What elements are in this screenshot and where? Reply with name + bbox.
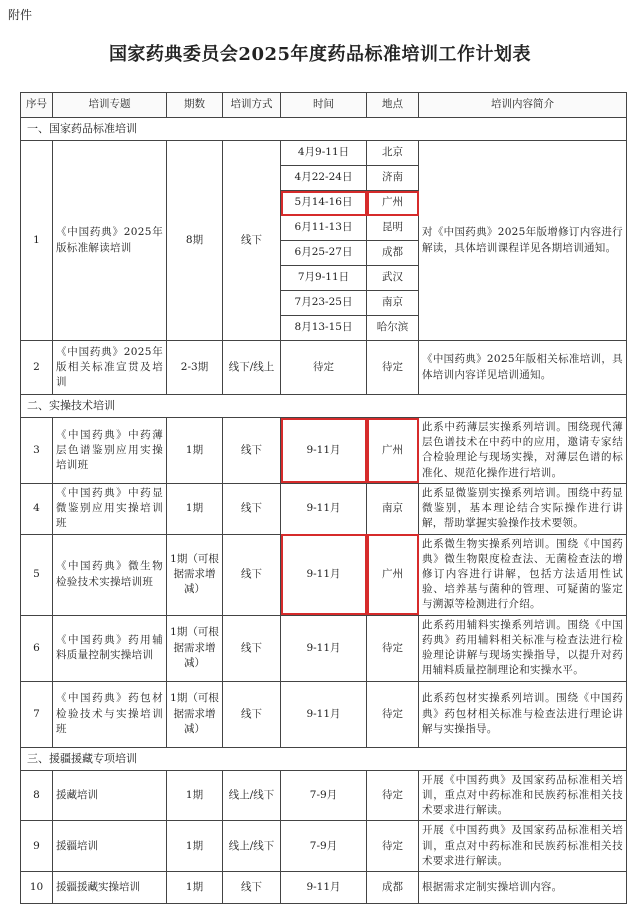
row-time: 待定 <box>281 341 367 395</box>
training-plan-table <box>20 92 627 904</box>
col-header-mode: 培训方式 <box>223 93 281 118</box>
session-place: 哈尔滨 <box>367 316 419 341</box>
table-row <box>21 821 627 872</box>
table-row <box>21 341 627 395</box>
section-row <box>21 395 627 418</box>
row-place: 待定 <box>367 615 419 681</box>
row-desc: 此系微生物实操系列培训。围绕《中国药典》微生物限度检查法、无菌检查法的增修订内容进行讲解，包括方法适用性试验、培养基与菌种的管理、可疑菌的鉴定与溯源等检测进行介绍。 <box>419 534 627 615</box>
row-place: 成都 <box>367 871 419 903</box>
row-time: 9-11月 <box>281 615 367 681</box>
row-no: 3 <box>21 418 53 484</box>
session-place: 成都 <box>367 241 419 266</box>
col-header-desc: 培训内容简介 <box>419 93 627 118</box>
row-periods: 1期 <box>167 871 223 903</box>
row-periods: 8期 <box>167 141 223 341</box>
section-title: 二、实操技术培训 <box>21 395 627 418</box>
session-place: 武汉 <box>367 266 419 291</box>
row-periods: 1期（可根据需求增减） <box>167 681 223 747</box>
row-no: 7 <box>21 681 53 747</box>
row-desc: 根据需求定制实操培训内容。 <box>419 871 627 903</box>
row-mode: 线下 <box>223 681 281 747</box>
row-topic: 《中国药典》中药显微鉴别应用实操培训班 <box>53 483 167 534</box>
row-desc: 此系中药薄层实操系列培训。围绕现代薄层色谱技术在中药中的应用，邀请专家结合检验理论与现场实操，对薄层色谱的标准化、规范化操作进行培训。 <box>419 418 627 484</box>
col-header-no: 序号 <box>21 93 53 118</box>
row-mode: 线下 <box>223 615 281 681</box>
row-mode: 线下 <box>223 871 281 903</box>
session-place: 北京 <box>367 141 419 166</box>
session-time: 5月14-16日 <box>281 191 367 216</box>
row-periods: 1期 <box>167 821 223 872</box>
row-desc: 此系药用辅料实操系列培训。围绕《中国药典》药用辅料相关标准与检查法进行检验理论讲解与现场实操指导，以提升对药用辅料质量控制理论和实操水平。 <box>419 615 627 681</box>
session-place: 昆明 <box>367 216 419 241</box>
row-no: 5 <box>21 534 53 615</box>
row-mode: 线下/线上 <box>223 341 281 395</box>
row-time: 9-11月 <box>281 483 367 534</box>
row-time: 9-11月 <box>281 681 367 747</box>
section-row <box>21 118 627 141</box>
col-header-place: 地点 <box>367 93 419 118</box>
session-place: 济南 <box>367 166 419 191</box>
row-mode: 线上/线下 <box>223 770 281 821</box>
section-row <box>21 747 627 770</box>
row-time: 9-11月 <box>281 534 367 615</box>
row-desc: 此系药包材实操系列培训。围绕《中国药典》药包材相关标准与检查法进行理论讲解与实操指导。 <box>419 681 627 747</box>
col-header-periods: 期数 <box>167 93 223 118</box>
table-row <box>21 615 627 681</box>
session-place: 广州 <box>367 191 419 216</box>
session-time: 8月13-15日 <box>281 316 367 341</box>
row-time: 7-9月 <box>281 770 367 821</box>
row-place: 广州 <box>367 418 419 484</box>
row-periods: 1期（可根据需求增减） <box>167 615 223 681</box>
row-mode: 线下 <box>223 483 281 534</box>
section-title: 三、援疆援藏专项培训 <box>21 747 627 770</box>
row-topic: 援藏培训 <box>53 770 167 821</box>
row-time: 7-9月 <box>281 821 367 872</box>
row-desc: 《中国药典》2025年版相关标准培训，具体培训内容详见培训通知。 <box>419 341 627 395</box>
session-time: 6月11-13日 <box>281 216 367 241</box>
row-place: 南京 <box>367 483 419 534</box>
row-topic: 《中国药典》药包材检验技术与实操培训班 <box>53 681 167 747</box>
row-mode: 线上/线下 <box>223 821 281 872</box>
col-header-time: 时间 <box>281 93 367 118</box>
row-topic: 《中国药典》药用辅料质量控制实操培训 <box>53 615 167 681</box>
row-no: 6 <box>21 615 53 681</box>
row-mode: 线下 <box>223 418 281 484</box>
row-periods: 2-3期 <box>167 341 223 395</box>
row-topic: 《中国药典》中药薄层色谱鉴别应用实操培训班 <box>53 418 167 484</box>
session-time: 6月25-27日 <box>281 241 367 266</box>
row-no: 10 <box>21 871 53 903</box>
row-time: 9-11月 <box>281 871 367 903</box>
row-no: 2 <box>21 341 53 395</box>
row-periods: 1期 <box>167 483 223 534</box>
row-topic: 援疆培训 <box>53 821 167 872</box>
table-row <box>21 483 627 534</box>
row-mode: 线下 <box>223 141 281 341</box>
row-desc: 此系显微鉴别实操系列培训。围绕中药显微鉴别，基本理论结合实际操作进行讲解，帮助掌握实验操作技术要领。 <box>419 483 627 534</box>
row-periods: 1期 <box>167 770 223 821</box>
row-place: 待定 <box>367 341 419 395</box>
row-no: 9 <box>21 821 53 872</box>
row-place: 待定 <box>367 821 419 872</box>
table-row <box>21 534 627 615</box>
session-place: 南京 <box>367 291 419 316</box>
row-no: 1 <box>21 141 53 341</box>
table-row <box>21 141 627 166</box>
table-row <box>21 871 627 903</box>
row-place: 待定 <box>367 770 419 821</box>
row-topic: 《中国药典》2025年版相关标准宣贯及培训 <box>53 341 167 395</box>
row-periods: 1期 <box>167 418 223 484</box>
row-desc: 开展《中国药典》及国家药品标准相关培训，重点对中药标准和民族药标准相关技术要求进行解读。 <box>419 821 627 872</box>
row-time: 9-11月 <box>281 418 367 484</box>
session-time: 4月22-24日 <box>281 166 367 191</box>
row-place: 待定 <box>367 681 419 747</box>
row-periods: 1期（可根据需求增减） <box>167 534 223 615</box>
table-header-row <box>21 93 627 118</box>
row-topic: 《中国药典》2025年版标准解读培训 <box>53 141 167 341</box>
row-desc: 开展《中国药典》及国家药品标准相关培训，重点对中药标准和民族药标准相关技术要求进行解读。 <box>419 770 627 821</box>
row-desc: 对《中国药典》2025年版增修订内容进行解读，具体培训课程详见各期培训通知。 <box>419 141 627 341</box>
session-time: 4月9-11日 <box>281 141 367 166</box>
document-title: 国家药典委员会2025年度药品标准培训工作计划表 <box>108 44 532 65</box>
session-time: 7月23-25日 <box>281 291 367 316</box>
row-place: 广州 <box>367 534 419 615</box>
section-title: 一、国家药品标准培训 <box>21 118 627 141</box>
row-mode: 线下 <box>223 534 281 615</box>
row-topic: 援疆援藏实操培训 <box>53 871 167 903</box>
session-time: 7月9-11日 <box>281 266 367 291</box>
table-row <box>21 418 627 484</box>
attachment-label: 附件 <box>8 8 33 22</box>
row-topic: 《中国药典》微生物检验技术实操培训班 <box>53 534 167 615</box>
table-row <box>21 681 627 747</box>
row-no: 8 <box>21 770 53 821</box>
table-row <box>21 770 627 821</box>
row-no: 4 <box>21 483 53 534</box>
col-header-topic: 培训专题 <box>53 93 167 118</box>
